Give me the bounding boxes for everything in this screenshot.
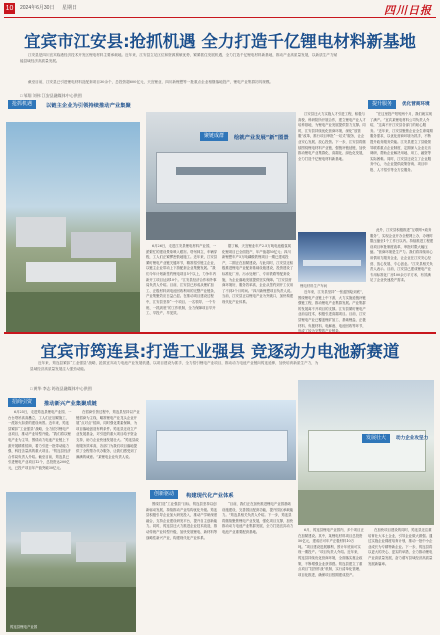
- section-badge-seize-opportunity: 抢抓机遇: [8, 100, 36, 109]
- enterprise-workshop-photo: [298, 380, 434, 525]
- newspaper-masthead: 四川日报: [384, 4, 432, 17]
- article2-headline: 宜宾市筠连县:打造工业强县 竞逐动力电池新赛道: [40, 342, 400, 361]
- article2-column-6: 6月，筠连县锂电产业园内，多个项目正在加紧建设。其中，某锂电材料项目总投资50亿元，建成后可年产正极材料10万吨。“项目建设进展顺利，预计年底前可实现一期投产。”项目负责人介绍。近年来，筠连县持续优化营商环境，全面落实惠企政策，不断增强企业获得感。筠连县建立了重点项目“挂图作战”机制，实行清单化管理、项目化推进，确保项目按期建成投产。: [298, 528, 364, 577]
- article2-column-1: 6月25日，走进筠连县锂电产业园，一台台塔吊高高矗立，工人们正加紧施工，一派如火如荼的建设场景。近年来，筠连县紧扣“工业强县”战略，全力招引锂电产业项目，推动产业转型升级。“我们将以锂电产业为主导，围绕动力电池产业链上下游开展精准招商，着力引进一批带动能力强、科技含量高的重大项目。”筠连县经济合作局负责人介绍。截至目前，筠连县已引进锂电产业项目12个，总投资达200亿元，已投产项目年产值突破30亿元。: [8, 410, 72, 470]
- article1-headline: 宜宾市江安县:抢抓机遇 全力打造千亿锂电材料新基地: [24, 32, 416, 51]
- article1-column-2: 据了解，天宜锂业年产2.5万吨电池级氢氧化锂项目已全面投产，年产值超50亿元；四川新锂想年产5万吨磷酸铁锂项目一期已建成投产，二期正在加紧建设。与此同时，江安县还积极推进锂电产业配套基础设施建设，投资建设了标准化厂房、污水处理厂、专用铁路等配套设施，为企业落地发展提供坚实保障。“江安县营商环境好，服务效率高，企业从签约到开工仅用了不到3个月时间。”四川新锂想项目负责人说。当前，江安县正以锂电产业为突破口，加快构建现代化产业体系。: [222, 244, 294, 304]
- article1-column-5: 此外，江安县积极推进“互联网+政务服务”，实现企业开办全程网上办，办理时限压缩至1个工作日以内。持续推进工程建设项目审批制度改革，审批时限大幅压缩。“营商环境是生产力。我们将持续用心用情用力服务企业，让企业在江安安心经营、放心发展、专心创业。”江安县相关负责人表示。目前，江安县已建成锂电产业专用标准化厂房100余万平方米，有效满足了企业快速投产需求。: [370, 228, 434, 283]
- article2-column-3: 围绕打造“工业强县”目标，筠连县坚持以创新驱动发展，持续推动产业结构优化升级。筠连县积极引导企业加大研发投入，推动产学研深度融合，支持企业建设研发平台，提升自主创新能力。同时，筠连县还大力推进企业技术改造，推动传统产业转型升级，加快发展锂电、新材料等战略性新兴产业，构建现代化产业体系。: [146, 502, 218, 540]
- article1-lead: 江安县是四川宜宾临港经济技术开发区锂电材料主要承载地。近年来，江安县立足区位和资源禀赋优势，紧紧抓住发展机遇，全力打造千亿锂电材料新基地，推动产业高质量发展，以新质生产力赋能县域经济高质量发展。: [20, 53, 338, 63]
- article2-credit: □ 黄华 李志 筠连县融媒体中心供图: [30, 386, 92, 391]
- article2-column-4: “目前，我们正在加快推进锂电产业园基础设施建设，完善园区配套功能，提升园区承载能力。”筠连县相关负责人介绍。下一步，筠连县将继续聚焦锂电产业发展，强化项目支撑，加快推动动力电池产业集群发展，全力打造宜宾动力电池产业重要配套基地。: [222, 502, 294, 534]
- article2-subhead-1: 推动新兴产业集聚成链: [44, 401, 97, 407]
- workshop-photo: [146, 400, 296, 480]
- issue-date: 2024年6月30日: [20, 5, 55, 11]
- article2-column-2: 在招商引资过程中，筠连县坚持以产业链招商为主线，瞄准锂电产业龙头企业开展“点对点”招商，同时强化要素保障，为项目落地创造有利条件。筠连县还设立产业发展基金，对引进的重大项目给予资金支持，助力企业快速发展壮大。“筠连县政府服务效率高，各部门为我们项目落地提供了全程帮办代办服务，让我们感受到了满满的诚意。”某锂电企业负责人说。: [76, 410, 140, 459]
- article2-subhead-2: 构建现代化产业体系: [186, 493, 234, 499]
- article2-lead: 近年来，筠连县紧扣“工业强县”战略，抢抓宜宾动力电池产业发展机遇，以项目建设为抓手，全力招引锂电产业项目，推动动力电池产业链向筠连延伸，加快培育新质生产力，为县域经济高质量发展注入强劲动能。: [30, 361, 319, 371]
- article1-lead-2: 截至目前，江安县已引进锂电材料及配套项目30余个，总投资超600亿元，天宜锂业、四川新锂想等一批重点企业相继落地投产，锂电产业集群初具规模。: [28, 80, 274, 84]
- article1-column-1: 6月26日，走进江安县锂电材料产业园，一派繁忙的建设景象映入眼帘。塔吊林立、车辆穿梭，工人们正紧锣密鼓地施工。近年来，江安县紧盯锂电产业链关键环节，精准招引链主企业，以链主企业带动上下游配套企业集聚发展。“我们今年计划新签约锂电项目5个以上，力争年内新开工项目达到10个。”江安县经济合作和外事局负责人介绍。目前，江安县已形成从锂矿加工、正极材料到电池回收利用的完整产业链条，产业集聚效应日益凸显。在推动项目建设过程中，江安县坚持“一个项目、一名领导、一个专班、一抓到底”的工作机制，全力保障项目早开工、早投产、早见效。: [146, 244, 218, 316]
- article1-column-3: 江安县还大力实施人才引进工程，积极与高校、科研院所开展合作，建立锂电产业人才培养基地，为锂电产业发展提供智力支撑。同时，江安县持续优化营商环境，深化“放管服”改革，推行项目审批“一站式”服务，让企业安心发展、放心投资。下一步，江安县将继续围绕锂电材料产业链，强链补链延链，加快推动锂电产业集群化、高端化、绿色化发展，全力打造千亿锂电材料新基地。: [298, 112, 366, 161]
- article1-column-4: “在这里投产短短两个月，我们就实现了满产。”宜宾某锂电材料公司负责人介绍，“这离不开江安县各部门的贴心服务。”近年来，江安县聚焦企业全生命周期服务需求，以优化营商环境为抓手，不断提升政务服务效能。江安县建立了县级领导联系重点企业制度，定期深入企业走访调研，帮助企业解决用地、用工、融资等实际困难。同时，江安县还设立了企业服务中心，为企业提供政策咨询、项目申报、人才招引等全方位服务。: [370, 112, 433, 172]
- section-badge-growth: 发展壮大: [362, 434, 390, 443]
- article2-subhead-3: 动力企业攻坚力: [396, 436, 429, 441]
- section-badge-service: 提升服务: [368, 100, 396, 109]
- industrial-park-aerial-photo: [6, 122, 140, 334]
- article-divider: [4, 332, 436, 334]
- photo3-caption: 锂电材料生产车间: [300, 284, 328, 288]
- article1-column-6: 近年来，江安县坚持“一张蓝图绘到底”，围绕锂电产业链上中下游，大力实施延链补链强链工程，推动锂电产业集群发展。产业集群的发展离不开项目的支撑。江安县紧盯锂电产业前沿技术，积极引进高端项目。目前，江安县锂电产业已覆盖锂矿加工、基础锂盐、正极材料、负极材料、电解液、电池回收等环节，: [298, 290, 366, 328]
- article2-column-7: 在加快项目建设的同时，筠连县还注重培育壮大本土企业，引导企业做大做强。通过实施企业梯度培育计划，推动一批中小企业成长为专精特新企业。下一步，筠连县将以更大的决心、更实的举措，全力推动锂电产业高质量发展，奋力谱写县域经济高质量发展新篇章。: [368, 528, 433, 566]
- page-number: 10: [5, 5, 14, 12]
- section-badge-investment: 招商引资: [8, 398, 36, 407]
- article1-subhead-1: 以链主企业为引领持续推动产业集聚: [46, 103, 131, 109]
- article1-credit: □ 邹翔 刘伟 江安县融媒体中心供图: [20, 93, 82, 98]
- article1-subhead-3: 绘就产业发展“新”图景: [234, 135, 289, 141]
- header-rule: [4, 17, 436, 18]
- issue-weekday: 星期日: [62, 5, 78, 11]
- production-line-photo: [298, 232, 366, 282]
- photo4-caption: 筠连县锂电产业园: [10, 625, 38, 629]
- section-badge-innovation: 创新驱动: [150, 490, 178, 499]
- section-badge-cluster: 聚链成群: [200, 132, 228, 141]
- article1-subhead-2: 优化营商环境: [402, 102, 430, 107]
- battery-park-aerial-photo: [6, 492, 136, 632]
